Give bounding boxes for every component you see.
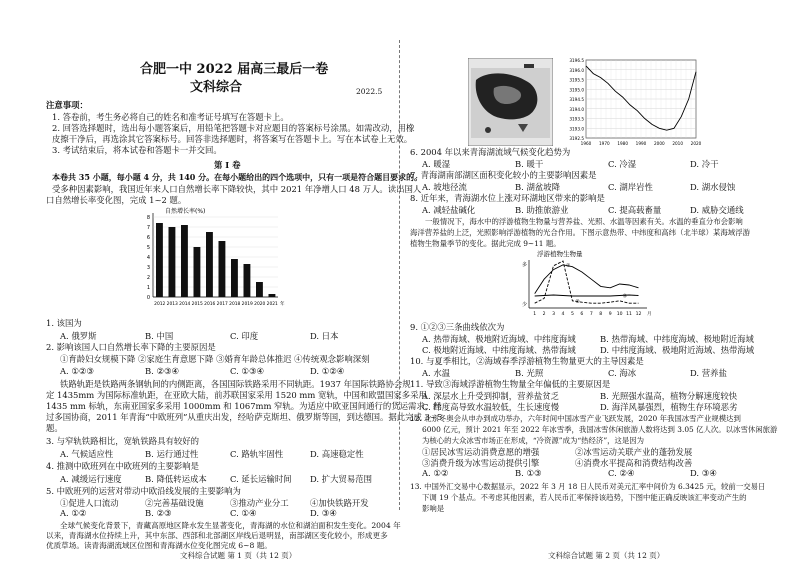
x-tick-label: 2017 <box>216 302 228 307</box>
y-tick-label: 3193.0 <box>569 126 584 132</box>
x-tick-label: 12 <box>635 312 642 317</box>
q7-option-d[interactable]: D. 湖水侵蚀 <box>690 182 736 192</box>
y-tick-label: 3195.5 <box>569 77 584 83</box>
x-tick-label: 8 <box>599 312 603 317</box>
x-tick-label: 2020 <box>254 302 266 307</box>
y-tick-label: 3193.5 <box>569 116 584 122</box>
q11-option-b[interactable]: B. 光照强水温高，植物分解速度较快 <box>600 391 738 401</box>
q8-option-c[interactable]: C. 提高载畜量 <box>608 205 662 215</box>
x-tick-label: 2020 <box>690 141 702 146</box>
rail-para-3: 1435 mm 标轨，东南亚国家多采用 1000mm 和 1067mm 窄轨。为适应中欧亚国间通行的货运需求，经 <box>46 401 442 411</box>
q10-option-b[interactable]: B. 光照 <box>515 368 544 378</box>
plank-para-3: 植物生物量季节的变化。据此完成 9~11 题。 <box>410 239 561 248</box>
bar <box>231 259 238 297</box>
x-tick-label: 9 <box>608 312 612 317</box>
page-divider <box>399 40 400 510</box>
q2-stem: 2. 影响该国人口自然增长率下降的主要原因是 <box>46 342 216 352</box>
q4-option-b[interactable]: B. 降低转运成本 <box>145 474 207 484</box>
q12-stem-1: 12. 北京冬奥会从申办到成功举办，六年时间中国冰雪产业飞跃发展，2020 年我国冰雪产业规模达到 <box>410 414 741 423</box>
q7-option-c[interactable]: C. 湖岸岩性 <box>608 182 653 192</box>
q1-option-b[interactable]: B. 中国 <box>145 331 174 341</box>
q12-item-2: ②冰雪运动关联产业的蓬勃发展 <box>575 447 693 457</box>
bar <box>181 225 188 297</box>
q1-option-d[interactable]: D. 日本 <box>310 331 339 341</box>
rail-para-1: 铁路轨距是铁路两条钢轨间的内侧距离，各国国际铁路采用不同轨距。1937 年国际铁路协会规 <box>60 379 411 389</box>
x-tick-label: 10 <box>616 312 623 317</box>
y-tick-label: 2 <box>146 275 150 281</box>
q6-option-c[interactable]: C. 冷湿 <box>608 159 637 169</box>
y-tick-label: 3194.0 <box>569 106 584 112</box>
q5-item-4: ④加快铁路开发 <box>310 498 369 508</box>
q9-option-b[interactable]: B. 热带海域、中纬度海域、极地附近海域 <box>600 334 754 344</box>
q6-stem: 6. 2004 年以来青海湖流域气候变化趋势为 <box>410 147 571 157</box>
intro-line-1: 受多种因素影响，我国近年来人口自然增长率下降较快，其中 2021 年净增人口 48 万人。读出国人 <box>52 184 422 194</box>
x-tick-label: 1960 <box>580 141 592 146</box>
q5-stem: 5. 中欧班列的运营对带动中欧沿线发展的主要影响为 <box>46 486 241 496</box>
q5-item-2: ②完善基础设施 <box>145 498 204 508</box>
y-tick-label: 3194.5 <box>569 97 584 102</box>
q2-items: ①育龄妇女规模下降 ②家庭生育意愿下降 ③婚育年龄总体推迟 ④传统观念影响深刻 <box>60 354 370 364</box>
q9-option-c[interactable]: C. 极地附近海域、中纬度海域、热带海域 <box>422 345 576 355</box>
y-tick-label: 4 <box>146 255 150 261</box>
q1-option-a[interactable]: A. 俄罗斯 <box>60 331 97 341</box>
series-label: ③ <box>622 293 628 300</box>
notes-heading: 注意事项： <box>46 100 88 110</box>
bar <box>244 264 251 297</box>
x-tick-label: 2015 <box>191 302 203 307</box>
page-footer-left: 文科综合试题 第 1 页（共 12 页） <box>180 551 297 560</box>
y-tick-label: 3196.5 <box>569 58 584 63</box>
q11-option-a[interactable]: A. 深层水上升受到抑制，营养盐贫乏 <box>422 391 559 401</box>
y-tick-label: 3192.5 <box>569 136 584 141</box>
q12-option-d[interactable]: D. ③④ <box>690 468 717 478</box>
q10-stem: 10. 与夏季相比，②海域春季浮游植物生物量更大的主导因素是 <box>410 356 644 366</box>
series-label: ② <box>575 298 580 305</box>
x-tick-label: 1970 <box>598 141 610 146</box>
q12-stem-2: 6000 亿元，预计 2021 年至 2022 年冰雪季，我国冰雪休闲旅游人数将达到 3.05 亿人次。以冰雪休闲旅游 <box>422 425 778 434</box>
instructions: 本卷共 35 小题，每小题 4 分，共 140 分。在每小题给出的四个选项中，只有一项是符合题目要求的。 <box>52 172 423 182</box>
y-tick-label: 3195.0 <box>569 87 584 93</box>
note-1: 1. 答卷前，考生务必将自己的姓名和准考证号填写在答题卡上。 <box>52 112 289 122</box>
water-level-chart <box>560 54 705 154</box>
q12-item-1: ①居民冰雪运动消费意愿的增强 <box>422 447 540 457</box>
note-2: 2. 回答选择题时，选出每小题答案后，用铅笔把答题卡对应题目的答案标号涂黑。如需改动，用橡 <box>52 123 415 133</box>
rail-para-4: 过多国协商，2011 年青海“中欧班列”从重庆出发，经哈萨克斯坦、俄罗斯等国，到达德国。据此完成 3~5 <box>46 412 443 422</box>
plankton-chart <box>515 248 655 320</box>
x-tick-label: 2014 <box>179 302 191 307</box>
q4-option-a[interactable]: A. 减缓运行速度 <box>60 474 122 484</box>
subject-title: 文科综合 <box>190 80 243 95</box>
series-label: ① <box>565 262 571 269</box>
bar <box>194 247 201 297</box>
q12-item-4: ④消费水平提高和消费结构改善 <box>575 458 693 468</box>
q5-item-3: ③推动产业分工 <box>230 498 289 508</box>
x-tick-label: 2021 <box>266 302 278 307</box>
q10-option-d[interactable]: D. 营养盐 <box>690 368 727 378</box>
q2-option-d[interactable]: D. ①②④ <box>310 366 345 376</box>
rail-para-2: 定 1435mm 为国际标准轨距，在亚欧大陆，前苏联国家采用 1520 mm 宽轨，中国和欧盟国家多采用 <box>46 390 427 400</box>
birth-rate-chart <box>135 205 285 315</box>
q5-item-1: ①促进人口流动 <box>60 498 119 508</box>
chart-title: 自然增长率(%) <box>165 208 206 215</box>
x-tick-label: 5 <box>570 312 574 317</box>
q7-option-a[interactable]: A. 坡地径流 <box>422 182 467 192</box>
y-label-bottom: 少 <box>521 302 527 308</box>
exam-title: 合肥一中 2022 届高三最后一卷 <box>140 62 329 77</box>
bar <box>169 227 176 297</box>
plank-para-1: 一般情况下，海水中的浮游植物生物量与营养盐、光照、水温等因素有关。水温的垂直分布会影响 <box>425 217 743 226</box>
q9-stem: 9. ①②③三条曲线依次为 <box>410 322 505 332</box>
q3-option-d[interactable]: D. 高速稳定性 <box>310 449 364 459</box>
x-tick-label: 4 <box>561 312 565 317</box>
q1-option-c[interactable]: C. 印度 <box>230 331 259 341</box>
x-tick-label: 2000 <box>653 141 665 146</box>
rail-para-5: 题。 <box>46 423 63 433</box>
y-tick-label: 1 <box>146 285 150 291</box>
q6-option-a[interactable]: A. 暖湿 <box>422 159 451 169</box>
q13-stem-3: 影响是 <box>422 504 445 513</box>
q12-option-c[interactable]: C. ②④ <box>608 468 635 478</box>
plankton-chart-title: 浮游植物生物量 <box>537 250 583 258</box>
y-tick-label: 7 <box>146 225 150 231</box>
q2-option-b[interactable]: B. ②③④ <box>145 366 180 376</box>
plank-para-2: 海洋营养盐的上泛，光照影响浮游植物的光合作用。下图示意热带、中纬度和高纬（北半球）某海域浮游 <box>410 228 750 237</box>
x-tick-label: 2016 <box>204 302 216 307</box>
q7-stem: 7. 青海湖南部湖区面积变化较小的主要影响因素是 <box>410 170 597 180</box>
q9-option-d[interactable]: D. 中纬度海域、极地附近海域、热带海域 <box>600 345 755 355</box>
q7-option-b[interactable]: B. 湖盆坡降 <box>515 182 560 192</box>
q10-option-a[interactable]: A. 水温 <box>422 368 451 378</box>
page-footer-right: 文科综合试题 第 2 页（共 12 页） <box>548 551 665 560</box>
section-heading: 第 I 卷 <box>214 160 241 170</box>
y-tick-label: 6 <box>146 235 150 241</box>
q11-option-d[interactable]: D. 海洋风暴强烈，植物生存环境恶劣 <box>600 402 738 412</box>
bar <box>156 223 163 297</box>
x-tick-label: 2018 <box>229 302 241 307</box>
q3-option-c[interactable]: C. 路轨牢固性 <box>230 449 284 459</box>
q12-stem-3: 为核心的大众冰雪市场正在形成，“冷资源”成为“热经济”，这是因为 <box>422 436 645 445</box>
q11-option-c[interactable]: C. 纬度高导致水温较低，生长速度慢 <box>422 402 560 412</box>
intro-line-2: 口自然增长率变化图，完成 1~2 题。 <box>46 195 187 205</box>
q3-option-a[interactable]: A. 气候适应性 <box>60 449 114 459</box>
q3-stem: 3. 与窄轨铁路相比，宽轨铁路具有较好的 <box>46 436 200 446</box>
qinghai-lake-map <box>468 58 553 146</box>
q8-option-b[interactable]: B. 助推旅游业 <box>515 205 569 215</box>
q13-stem-2: 下调 19 个基点。不考虑其他因素，若人民币汇率保持该趋势，下图中能正确反映该汇率变动产生的 <box>422 493 747 502</box>
q4-option-d[interactable]: D. 扩大贸易范围 <box>310 474 372 484</box>
series-line <box>535 262 639 294</box>
y-tick-label: 8 <box>146 215 150 221</box>
y-tick-label: 5 <box>146 245 150 251</box>
q2-option-c[interactable]: C. ①③④ <box>230 366 264 376</box>
x-tick-label: 3 <box>552 312 556 317</box>
q13-stem-1: 13. 中国外汇交易中心数据显示，2022 年 3 月 18 日人民币对美元汇率中间价为 6.3425 元，较前一交易日 <box>410 482 766 491</box>
y-tick-label: 3 <box>146 265 150 271</box>
exam-date: 2022.5 <box>356 87 383 96</box>
lake-para-3: 优质草场。读青海湖流域区位图和青海湖水位变化图完成 6~8 题。 <box>46 541 272 550</box>
x-tick-label: 6 <box>580 312 584 317</box>
q10-option-c[interactable]: C. 海冰 <box>608 368 637 378</box>
q9-option-a[interactable]: A. 热带海域、极地附近海域、中纬度海域 <box>422 334 576 344</box>
y-tick-label: 3196.0 <box>569 67 584 73</box>
q11-stem: 11. 导致③海域浮游植物生物量全年偏低的主要原因是 <box>410 379 611 389</box>
bar <box>269 294 276 297</box>
q5-option-c[interactable]: C. ①④ <box>230 508 257 518</box>
x-axis-label: 年 <box>280 302 285 307</box>
bar <box>256 282 263 297</box>
bar <box>219 241 226 297</box>
q12-option-a[interactable]: A. ①② <box>422 468 449 478</box>
x-tick-label: 2 <box>542 312 546 317</box>
x-tick-label: 11 <box>626 312 632 317</box>
x-tick-label: 2010 <box>672 141 684 146</box>
x-axis-label: 月 <box>647 312 652 317</box>
q5-option-b[interactable]: B. ②③ <box>145 508 172 518</box>
bar <box>206 232 213 297</box>
note-2b: 皮擦干净后，再选涂其它答案标号。回答非选择题时，将答案写在答题卡上。写在本试卷上无效。 <box>52 134 413 144</box>
x-tick-label: 2019 <box>241 302 253 307</box>
q8-stem: 8. 近年来，青海湖水位上涨对环湖地区带来的影响是 <box>410 193 605 203</box>
q8-option-d[interactable]: D. 威胁交通线 <box>690 205 744 215</box>
q3-option-b[interactable]: B. 运行通过性 <box>145 449 199 459</box>
q5-option-a[interactable]: A. ①② <box>60 508 87 518</box>
x-tick-label: 1990 <box>635 141 647 146</box>
q2-option-a[interactable]: A. ①②③ <box>60 366 94 376</box>
y-label-top: 多 <box>521 262 527 268</box>
q6-option-d[interactable]: D. 冷干 <box>690 159 719 169</box>
q5-option-d[interactable]: D. ③④ <box>310 508 337 518</box>
lake-para-2: 以来，青海湖水位持续上升，其中东部、西部和北部湖区岸线后退明显，南部湖区变化较小，形成更多 <box>46 531 388 540</box>
x-tick-label: 7 <box>589 312 593 317</box>
q4-stem: 4. 推测中欧班列在中欧班列的主要影响是 <box>46 461 200 471</box>
y-tick-label: 0 <box>146 295 150 301</box>
q12-option-b[interactable]: B. ①③ <box>515 468 542 478</box>
x-tick-label: 1980 <box>617 141 629 146</box>
q1-stem: 1. 该国为 <box>46 318 82 328</box>
note-3: 3. 考试结束后，将本试卷和答题卡一并交回。 <box>52 145 222 155</box>
q6-option-b[interactable]: B. 暖干 <box>515 159 544 169</box>
x-tick-label: 1 <box>533 312 537 317</box>
x-tick-label: 2013 <box>166 302 178 307</box>
q12-item-3: ③消费升级为冰雪运动提供引擎 <box>422 458 540 468</box>
lake-para-1: 全球气候变化背景下，青藏高原地区降水发生显著变化，青海湖的水位和湖泊面积发生变化。2004 年 <box>60 521 401 530</box>
q8-option-a[interactable]: A. 减轻盐碱化 <box>422 205 476 215</box>
x-tick-label: 2012 <box>154 302 166 307</box>
q4-option-c[interactable]: C. 延长运输时间 <box>230 474 292 484</box>
